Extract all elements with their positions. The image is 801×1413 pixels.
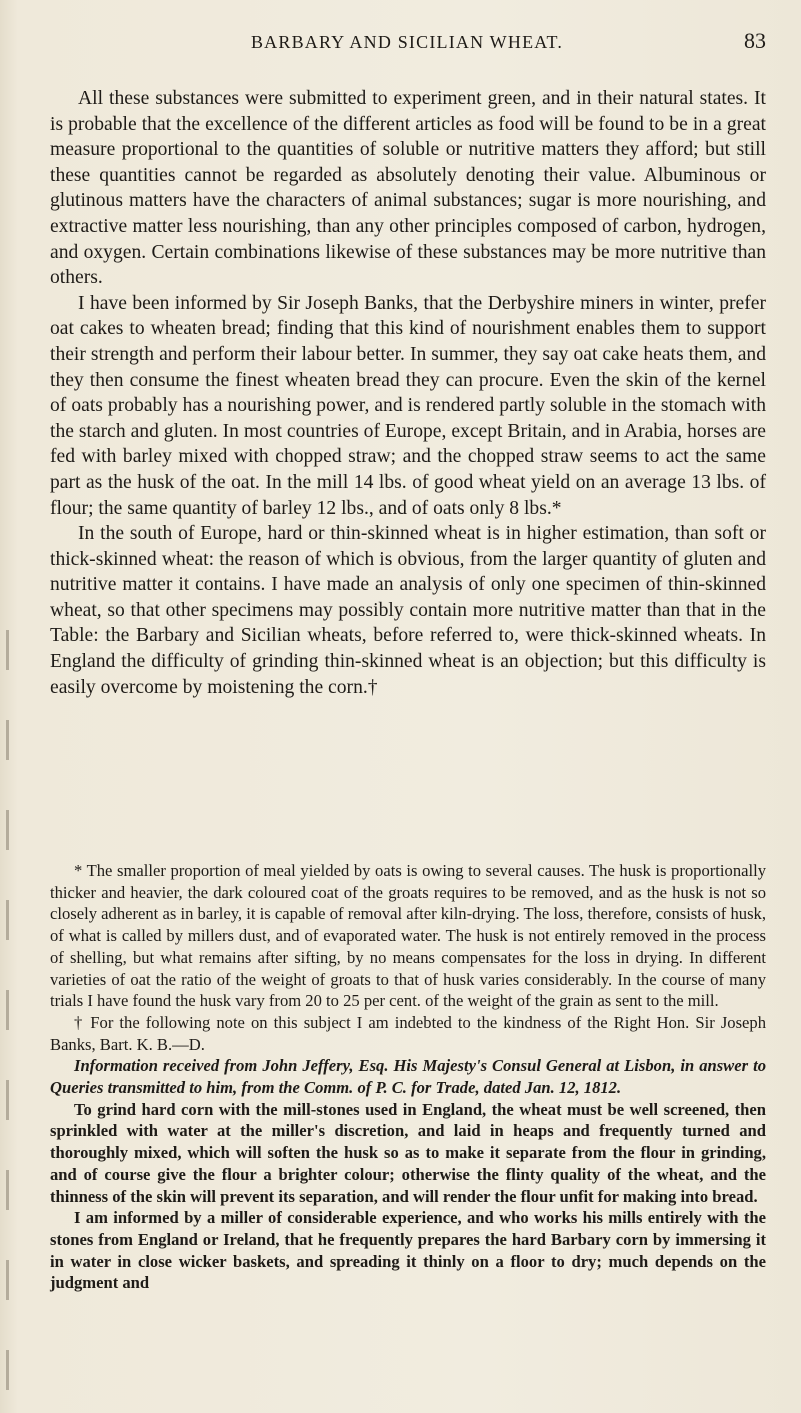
footnote-info-paragraph: I am informed by a miller of considerable experience, and who works his mills entirely with the stones from England or Ireland, that he frequently prepares the hard Barbary corn by immersing it in water in close wicker baskets, and spreading it thinly on a floor to dry; much depends on the judgment and <box>50 1208 766 1293</box>
footnotes <box>50 860 766 1294</box>
page-header <box>48 28 766 58</box>
running-title: BARBARY AND SICILIAN WHEAT. <box>250 32 564 52</box>
page-number: 83 <box>744 28 766 53</box>
footnote-info-paragraph: To grind hard corn with the mill-stones used in England, the wheat must be well screened, then sprinkled with water at the miller's discretion, and laid in heaps and frequently turned and thoroughly mixed, which will soften the husk so as to make it separate from the flour in grinding, and of course give the flour a brighter colour; otherwise the flinty quality of the wheat, and the thinness of the skin will prevent its separation, and will render the flour unfit for making into bread. <box>50 1099 766 1206</box>
footnote-star: * The smaller proportion of meal yielded by oats is owing to several causes. The husk is proportionally thicker and heavier, the dark coloured coat of the groats requires to be removed, and as the husk is not so closely adherent as in barley, it is capable of removal after kiln-drying. The loss, therefore, consists of husk, of what is called by millers dust, and of evaporated water. The husk is not entirely removed in the process of shelling, but what remains after sifting, by no means compensates for the loss in drying. In different varieties of oat the ratio of the weight of groats to that of husk varies considerably. In the course of many trials I have found the husk vary from 20 to 25 per cent. of the weight of the grain as sent to the mill. <box>50 861 766 1011</box>
footnote-dagger: † For the following note on this subject I am indebted to the kindness of the Right Hon. Sir Joseph Banks, Bart. K. B.—D. <box>50 1012 766 1054</box>
paragraph-hard-wheat: In the south of Europe, hard or thin-skinned wheat is in higher estimation, than soft or thick-skinned wheat: the reason of which is obvious, from the larger quantity of gluten and nutritive matter it contains. I have made an analysis of only one specimen of thin-skinned wheat, so that other specimens may possibly contain more nutritive matter than that in the Table: the Barbary and Sicilian wheats, before referred to, were thick-skinned wheats. In England the difficulty of grinding thin-skinned wheat is an objection; but this difficulty is easily overcome by moistening the corn.† <box>50 523 766 698</box>
paragraph-substances: All these substances were submitted to experiment green, and in their natural states. It is probable that the excellence of the different articles as food will be found to be in a great measure proportional to the quantities of soluble or nutritive matters they afford; but still these quantities cannot be regarded as absolutely denoting their value. Albuminous or glutinous matters have the characters of animal substances; sugar is more nourishing, and extractive matter less nourishing, than any other principles composed of carbon, hydrogen, and oxygen. Certain combinations likewise of these substances may be more nutritive than others. <box>50 88 766 289</box>
paragraph-oats: I have been informed by Sir Joseph Banks, that the Derbyshire miners in winter, prefer oat cakes to wheaten bread; finding that this kind of nourishment enables them to support their strength and perform their labour better. In summer, they say oat cake heats them, and they then consume the finest wheaten bread they can procure. Even the skin of the kernel of oats probably has a nourishing power, and is rendered partly soluble in the stomach with the starch and gluten. In most countries of Europe, except Britain, and in Arabia, horses are fed with barley mixed with chopped straw; and the chopped straw seems to act the same part as the husk of the oat. In the mill 14 lbs. of good wheat yield on an average 13 lbs. of flour; the same quantity of barley 12 lbs., and of oats only 8 lbs.* <box>50 292 766 519</box>
footnote-info-heading: Information received from John Jeffery, Esq. His Majesty's Consul General at Lisbon, in answer to Queries transmitted to him, from the Comm. of P. C. for Trade, dated Jan. 12, 1812. <box>50 1056 766 1098</box>
main-text <box>50 86 766 700</box>
page-binding-shadow <box>6 630 9 1410</box>
